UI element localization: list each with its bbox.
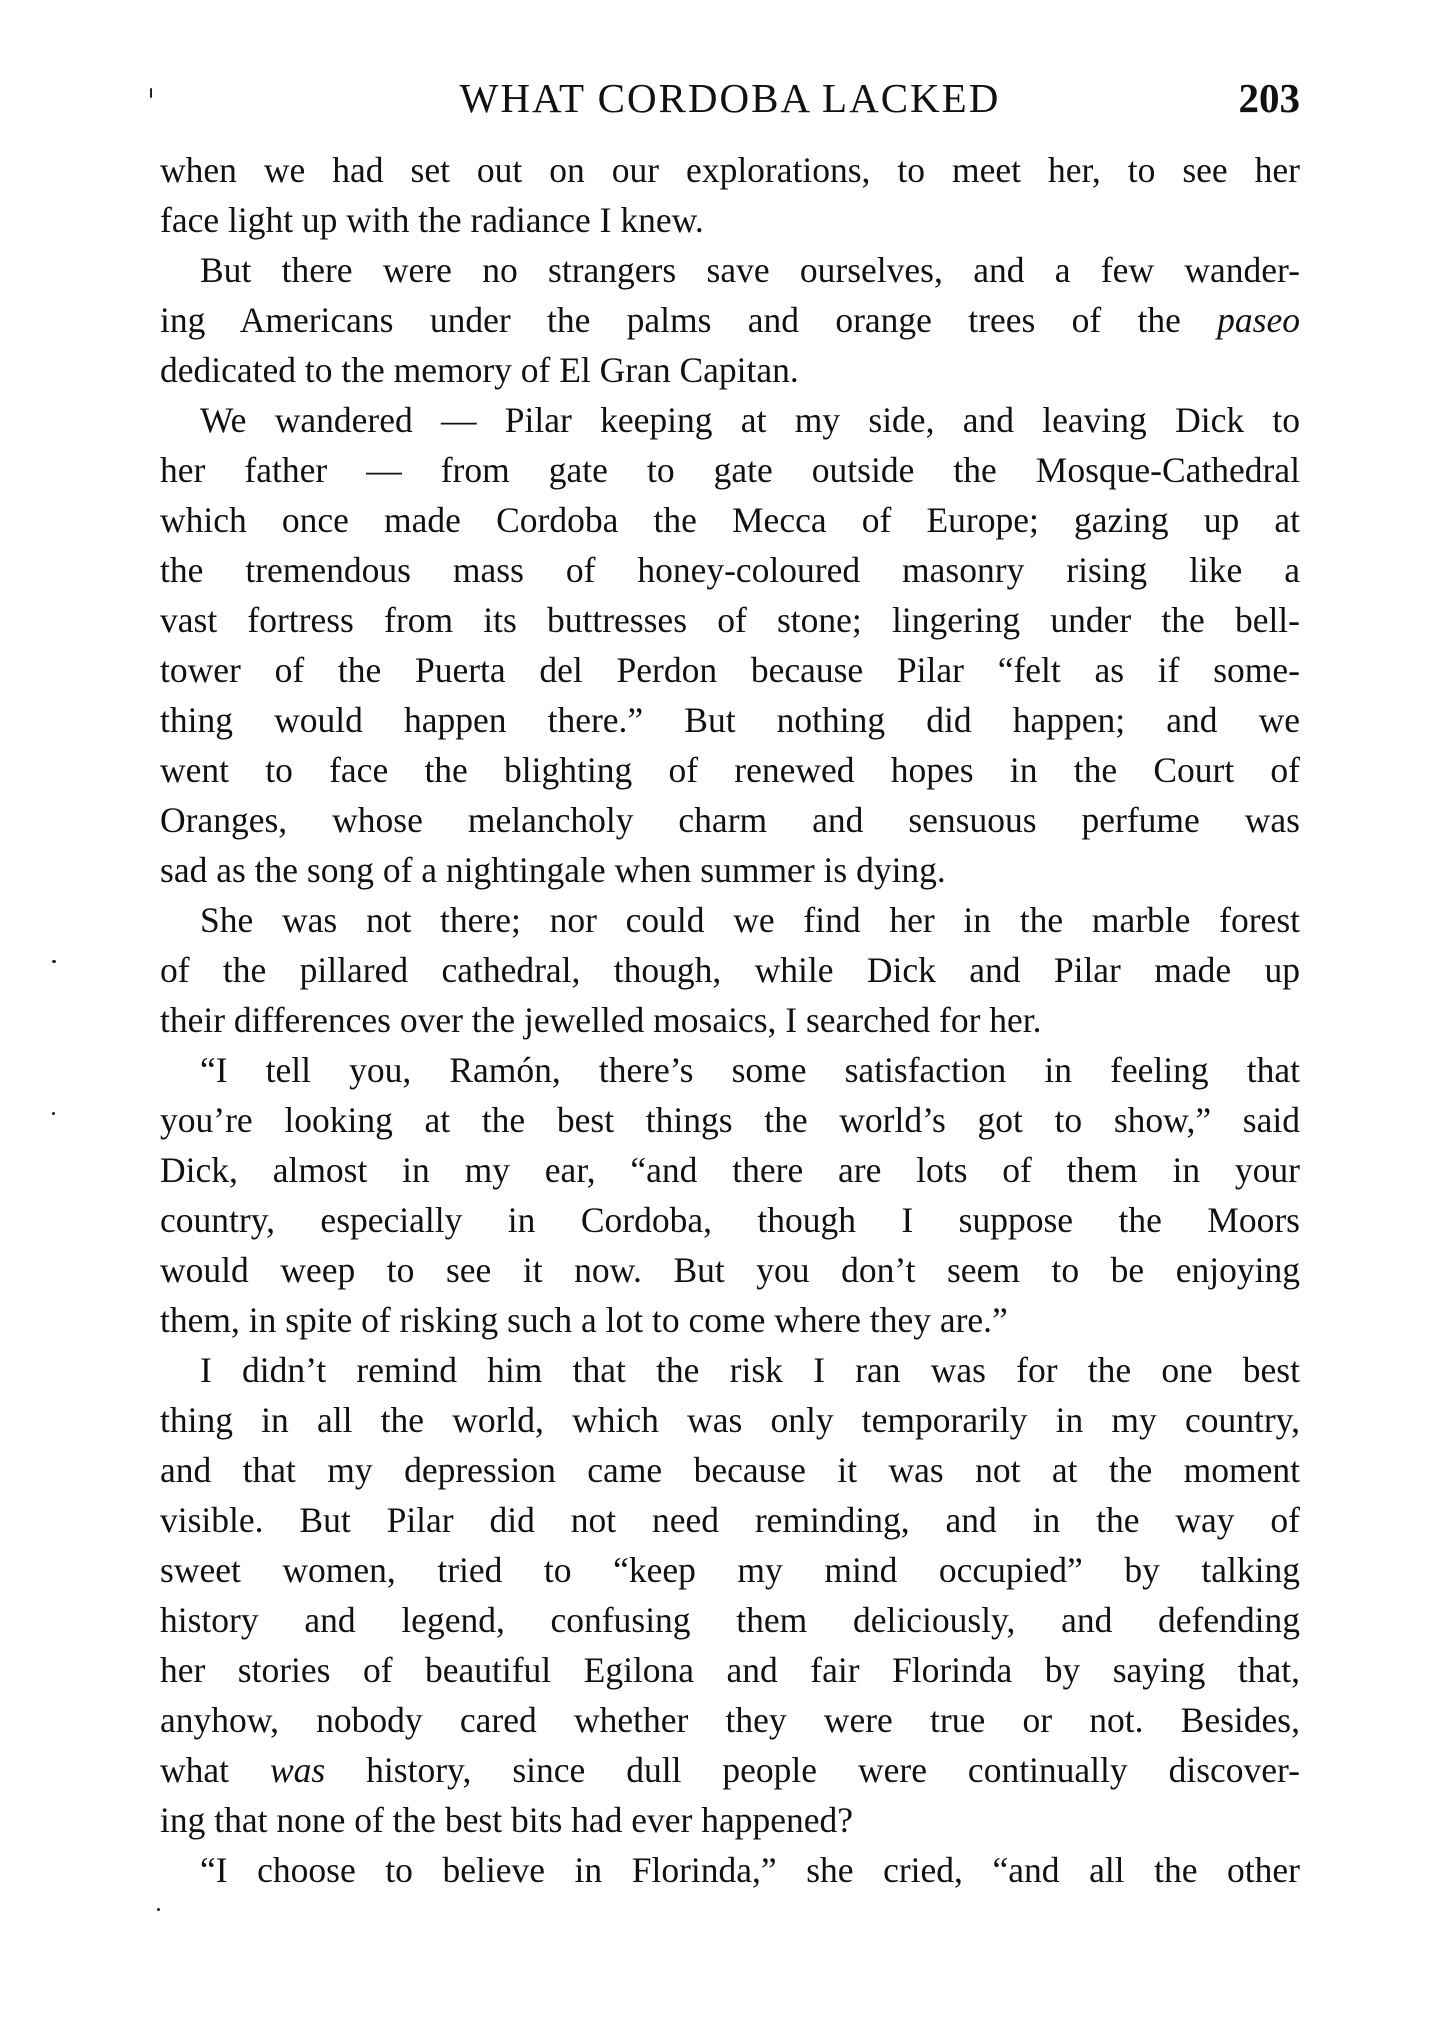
text-line: when we had set out on our explorations, to meet her, to see her: [160, 150, 1300, 190]
text-line: I didn’t remind him that the risk I ran was for the one best: [200, 1350, 1300, 1390]
italic-word: was: [269, 1750, 326, 1790]
text-line: of the pillared cathedral, though, while Dick and Pilar made up: [160, 950, 1300, 990]
text-line: vast fortress from its buttresses of stone; lingering under the bell-: [160, 600, 1300, 640]
stray-mark: [52, 960, 56, 963]
text-line: sweet women, tried to “keep my mind occupied” by talking: [160, 1550, 1300, 1590]
text-line: visible. But Pilar did not need reminding, and in the way of: [160, 1500, 1300, 1540]
text-line: ing that none of the best bits had ever happened?: [160, 1800, 854, 1840]
text-line: thing in all the world, which was only temporarily in my country,: [160, 1400, 1300, 1440]
running-head: [160, 68, 1300, 128]
stray-mark: [150, 88, 152, 98]
text-line: thing would happen there.” But nothing did happen; and we: [160, 700, 1300, 740]
text-line: country, especially in Cordoba, though I suppose the Moors: [160, 1200, 1300, 1240]
text-line: “I tell you, Ramón, there’s some satisfaction in feeling that: [200, 1050, 1300, 1090]
italic-word: paseo: [1217, 300, 1300, 340]
text-line: her father — from gate to gate outside the Mosque-Cathedral: [160, 450, 1300, 490]
text-line: ing Americans under the palms and orange trees of the paseo: [160, 300, 1300, 340]
text-line: anyhow, nobody cared whether they were true or not. Besides,: [160, 1700, 1300, 1740]
text-line: She was not there; nor could we find her in the marble forest: [200, 900, 1300, 940]
text-line: what was history, since dull people were continually discover-: [160, 1750, 1300, 1790]
running-title: WHAT CORDOBA LACKED: [459, 75, 1001, 121]
text-line: history and legend, confusing them deliciously, and defending: [160, 1600, 1300, 1640]
text-line: her stories of beautiful Egilona and fair Florinda by saying that,: [160, 1650, 1300, 1690]
text-line: We wandered — Pilar keeping at my side, and leaving Dick to: [200, 400, 1300, 440]
text-line: their differences over the jewelled mosaics, I searched for her.: [160, 1000, 1042, 1040]
text-line: dedicated to the memory of El Gran Capitan.: [160, 350, 799, 390]
text-line: tower of the Puerta del Perdon because Pilar “felt as if some-: [160, 650, 1300, 690]
text-line: But there were no strangers save ourselves, and a few wander-: [200, 250, 1300, 290]
stray-mark: [52, 1112, 55, 1115]
text-line: “I choose to believe in Florinda,” she cried, “and all the other: [200, 1850, 1300, 1890]
text-line: Dick, almost in my ear, “and there are lots of them in your: [160, 1150, 1300, 1190]
text-line: face light up with the radiance I knew.: [160, 200, 704, 240]
text-line: and that my depression came because it was not at the moment: [160, 1450, 1300, 1490]
body-text: [160, 145, 1300, 1895]
stray-mark: [157, 1908, 160, 1911]
text-line: went to face the blighting of renewed hopes in the Court of: [160, 750, 1300, 790]
text-line: you’re looking at the best things the world’s got to show,” said: [160, 1100, 1300, 1140]
text-line: would weep to see it now. But you don’t seem to be enjoying: [160, 1250, 1300, 1290]
text-line: Oranges, whose melancholy charm and sensuous perfume was: [160, 800, 1300, 840]
text-line: sad as the song of a nightingale when summer is dying.: [160, 850, 946, 890]
page-number: 203: [1238, 75, 1300, 121]
text-line: which once made Cordoba the Mecca of Europe; gazing up at: [160, 500, 1300, 540]
text-line: them, in spite of risking such a lot to come where they are.”: [160, 1300, 1008, 1340]
text-line: the tremendous mass of honey-coloured masonry rising like a: [160, 550, 1300, 590]
